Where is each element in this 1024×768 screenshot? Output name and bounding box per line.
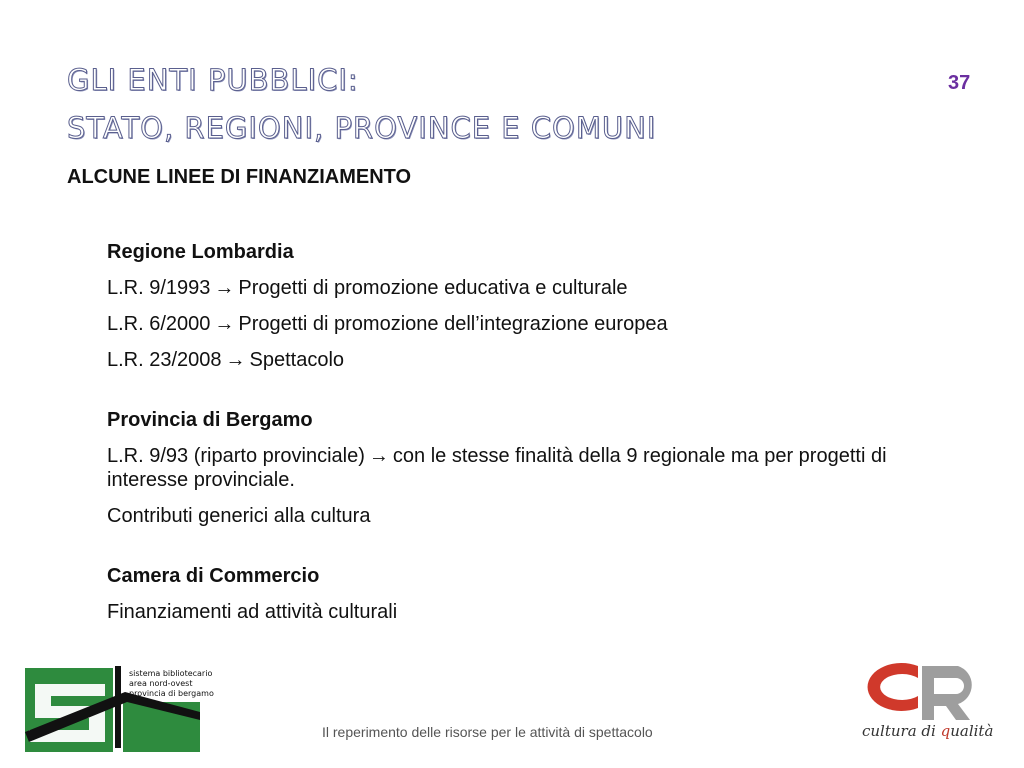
list-item (107, 444, 947, 492)
cq-logo-caption (862, 722, 993, 740)
caption-text: ualità (950, 722, 994, 740)
law-reference: L.R. 6/2000 (107, 313, 211, 335)
logo-q-shape (922, 666, 972, 720)
law-description: con le stesse finalità della 9 regionale ma per progetti di interesse provinciale. (107, 445, 887, 491)
law-reference: L.R. 9/93 (riparto provinciale) (107, 445, 365, 467)
slide-number: 37 (948, 72, 971, 94)
caption-text: cultura di (862, 722, 941, 740)
law-reference: L.R. 9/1993 (107, 277, 211, 299)
logo-text-line: provincia di bergamo (129, 689, 214, 698)
group-heading: Provincia di Bergamo (107, 409, 313, 431)
slide-title-line-1: GLI ENTI PUBBLICI: (67, 63, 359, 97)
slide-title (67, 56, 827, 152)
arrow-right-icon: → (225, 349, 246, 371)
law-description: Progetti di promozione dell’integrazione europea (238, 313, 668, 335)
arrow-right-icon: → (214, 313, 235, 335)
logo-text-line: area nord-ovest (129, 679, 193, 688)
sb-logo-text (129, 669, 214, 699)
group-provincia-bergamo (107, 408, 947, 528)
arrow-right-icon: → (368, 445, 389, 467)
arrow-right-icon: → (214, 277, 235, 299)
logo-c-shape (868, 663, 918, 711)
law-reference: L.R. 23/2008 (107, 349, 222, 371)
logo-text-line: sistema bibliotecario (129, 669, 213, 678)
logo-bar (115, 666, 121, 748)
caption-q: q (940, 722, 951, 740)
slide-title-line-2: STATO, REGIONI, PROVINCE E COMUNI (67, 111, 657, 145)
list-item (107, 312, 947, 336)
law-description: Spettacolo (249, 349, 345, 371)
group-regione-lombardia (107, 240, 947, 372)
funding-list (107, 240, 947, 660)
group-heading: Camera di Commercio (107, 565, 320, 587)
law-description: Progetti di promozione educativa e culturale (238, 277, 628, 299)
list-item (107, 276, 947, 300)
list-item (107, 600, 947, 624)
item-text: Contributi generici alla cultura (107, 505, 371, 527)
item-text: Finanziamenti ad attività culturali (107, 601, 398, 623)
list-item (107, 504, 947, 528)
list-item (107, 348, 947, 372)
group-camera-commercio (107, 564, 947, 624)
footer-text: Il reperimento delle risorse per le attività di spettacolo (322, 724, 653, 740)
section-subtitle: ALCUNE LINEE DI FINANZIAMENTO (67, 166, 412, 188)
group-heading: Regione Lombardia (107, 241, 294, 263)
